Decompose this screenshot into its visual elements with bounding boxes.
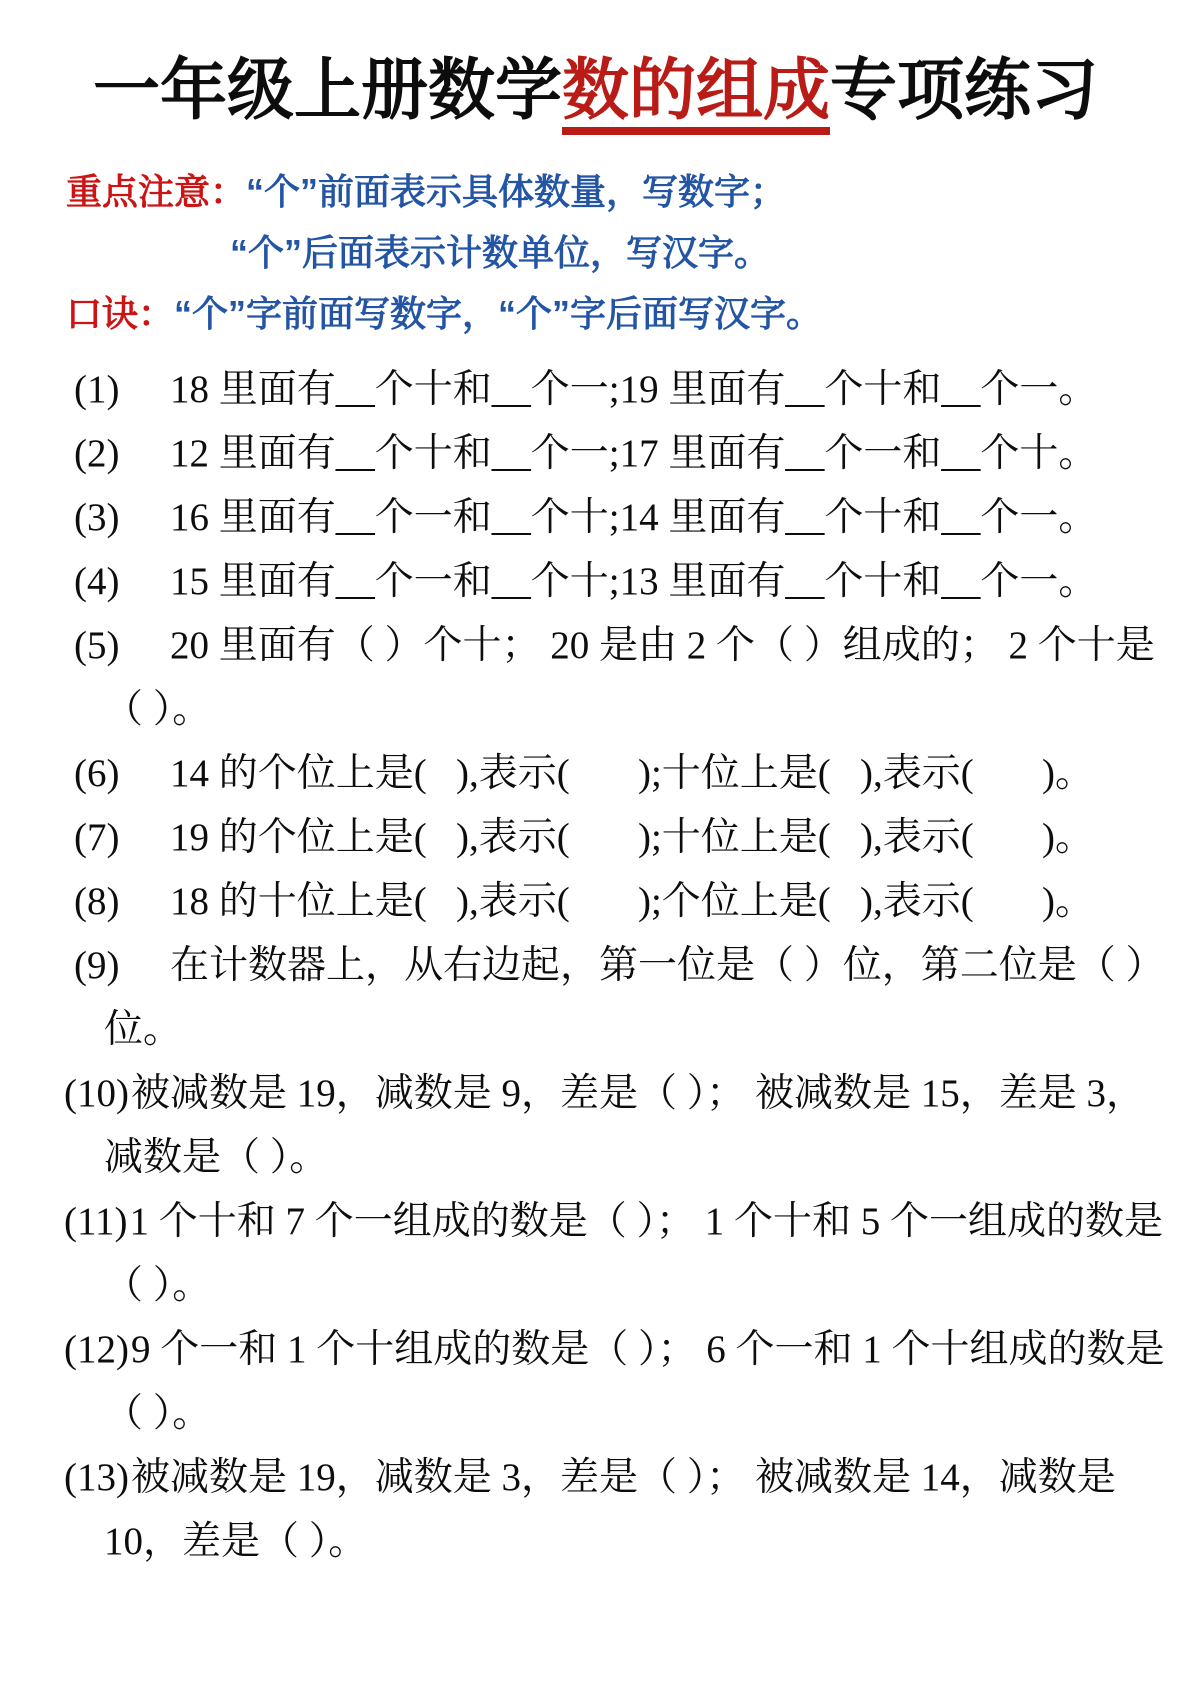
question-number: (11) xyxy=(64,1200,128,1244)
question-line xyxy=(0,1062,1191,1126)
question-line xyxy=(0,1446,1191,1510)
question-line-continued xyxy=(0,1382,1191,1446)
emphasis-text-1: “个”前面表示具体数量，写数字； xyxy=(246,171,787,213)
question-number: (10) xyxy=(64,1072,129,1116)
question-text: 减数是（ ）。 xyxy=(104,1136,329,1180)
question-text: （ ）。 xyxy=(104,1264,212,1308)
question-line xyxy=(0,742,1191,806)
question-text: （ ）。 xyxy=(104,688,212,732)
question-line xyxy=(0,870,1191,934)
mnemonic-text: “个”字前面写数字，“个”字后面写汉字。 xyxy=(174,293,823,335)
emphasis-label: 重点注意： xyxy=(66,171,247,213)
question-text: 15 里面有__个一和__个十;13 里面有__个十和__个一。 xyxy=(170,560,1098,604)
question-number: (1) xyxy=(74,368,120,412)
question-text: 9 个一和 1 个十组成的数是（ ）； 6 个一和 1 个十组成的数是 xyxy=(130,1328,1165,1372)
question-line xyxy=(0,806,1191,870)
emphasis-note-line-2 xyxy=(66,222,1171,283)
question-text: 位。 xyxy=(104,1008,183,1052)
mnemonic-label: 口诀： xyxy=(66,293,175,335)
question-line-continued xyxy=(0,998,1191,1062)
question-number: (13) xyxy=(64,1456,129,1500)
question-text: 被减数是 19，减数是 3，差是（ ）； 被减数是 14，减数是 xyxy=(130,1456,1116,1500)
question-line xyxy=(0,550,1191,614)
question-line xyxy=(0,1318,1191,1382)
question-line xyxy=(0,1190,1191,1254)
question-line-continued xyxy=(0,1254,1191,1318)
question-line xyxy=(0,614,1191,678)
question-line xyxy=(0,486,1191,550)
question-text: 在计数器上，从右边起，第一位是（ ）位，第二位是（ ） xyxy=(170,944,1165,988)
question-number: (12) xyxy=(64,1328,129,1372)
notes-block xyxy=(66,161,1171,344)
question-number: (2) xyxy=(74,432,120,476)
question-text: 10，差是（ ）。 xyxy=(104,1520,368,1564)
question-text: 12 里面有__个十和__个一;17 里面有__个一和__个十。 xyxy=(170,432,1098,476)
question-number: (5) xyxy=(74,624,120,668)
question-line-continued xyxy=(0,1510,1191,1574)
emphasis-text-2: “个”后面表示计数单位，写汉字。 xyxy=(230,232,771,274)
question-line xyxy=(0,358,1191,422)
emphasis-note-line-1 xyxy=(66,161,1171,222)
question-line xyxy=(0,422,1191,486)
question-text: 14 的个位上是( ),表示( );十位上是( ),表示( )。 xyxy=(170,752,1094,796)
question-text: 1 个十和 7 个一组成的数是（ ）； 1 个十和 5 个一组成的数是 xyxy=(129,1200,1164,1244)
title-highlight: 数的组成 xyxy=(562,57,830,135)
question-text: 19 的个位上是( ),表示( );十位上是( ),表示( )。 xyxy=(170,816,1094,860)
question-number: (7) xyxy=(74,816,120,860)
page-title xyxy=(0,0,1191,135)
question-number: (9) xyxy=(74,944,120,988)
question-number: (3) xyxy=(74,496,120,540)
question-text: （ ）。 xyxy=(104,1392,212,1436)
mnemonic-note-line xyxy=(66,283,1171,344)
question-text: 20 里面有（ ）个十； 20 是由 2 个（ ）组成的； 2 个十是 xyxy=(170,624,1155,668)
question-line-continued xyxy=(0,678,1191,742)
question-number: (8) xyxy=(74,880,120,924)
title-suffix: 专项练习 xyxy=(830,54,1098,128)
question-number: (4) xyxy=(74,560,120,604)
question-line-continued xyxy=(0,1126,1191,1190)
question-text: 16 里面有__个一和__个十;14 里面有__个十和__个一。 xyxy=(170,496,1098,540)
question-list xyxy=(0,358,1191,1574)
title-prefix: 一年级上册数学 xyxy=(93,54,562,128)
question-text: 18 里面有__个十和__个一;19 里面有__个十和__个一。 xyxy=(170,368,1098,412)
question-text: 被减数是 19，减数是 9，差是（ ）； 被减数是 15，差是 3， xyxy=(130,1072,1145,1116)
question-text: 18 的十位上是( ),表示( );个位上是( ),表示( )。 xyxy=(170,880,1094,924)
question-line xyxy=(0,934,1191,998)
question-number: (6) xyxy=(74,752,120,796)
